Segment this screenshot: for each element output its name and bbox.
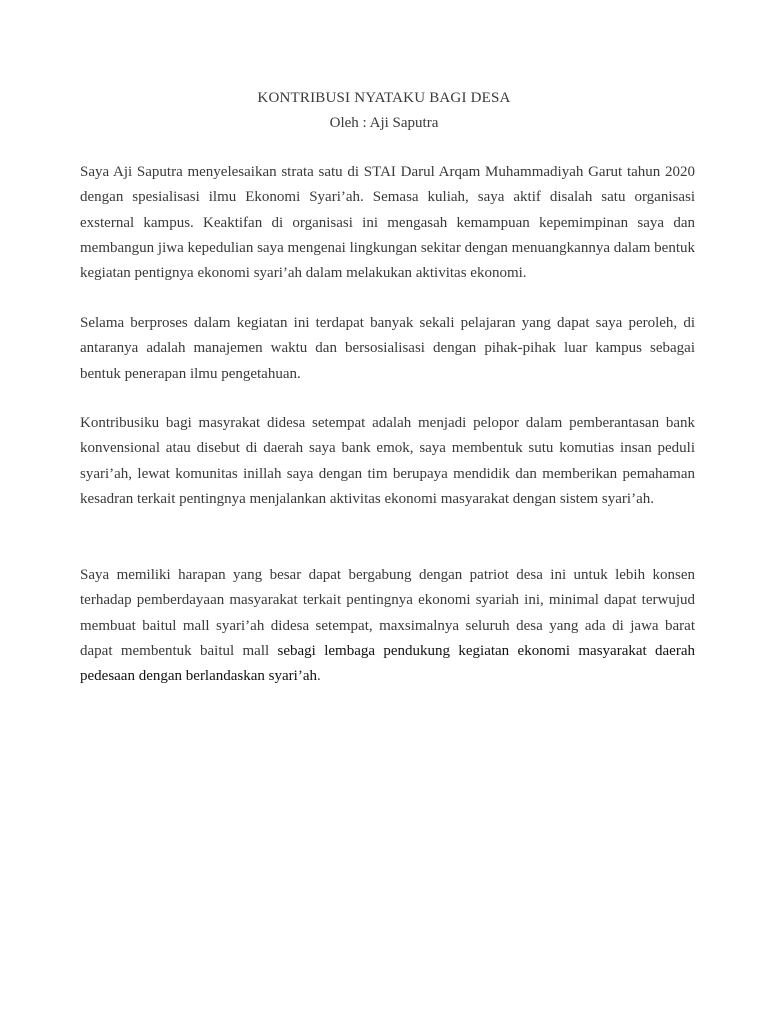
paragraph-4	[80, 563, 695, 689]
paragraph-3: Kontribusiku bagi masyrakat didesa setempat adalah menjadi pelopor dalam pemberantasan bank konvensional atau disebut di daerah saya bank emok, saya membentuk sutu komutias insan peduli syari’ah, lewat komunitas inillah saya dengan tim berupaya mendidik dan memberikan pemahaman kesadran terkait pentingnya menjalankan aktivitas ekonomi masyarakat dengan sistem syari’ah.	[80, 415, 695, 507]
paragraph-4-dark-text: sebagi lembaga pendukung kegiatan ekonomi masyarakat daerah pedesaan dengan berlandaskan syari’ah	[80, 642, 695, 685]
paragraph-2: Selama berproses dalam kegiatan ini terdapat banyak sekali pelajaran yang dapat saya peroleh, di antaranya adalah manajemen waktu dan bersosialisasi dengan pihak-pihak luar kampus sebagai bentuk penerapan ilmu pengetahuan.	[80, 315, 695, 382]
paragraph-1: Saya Aji Saputra menyelesaikan strata satu di STAI Darul Arqam Muhammadiyah Garut tahun 2020 dengan spesialisasi ilmu Ekonomi Syari’ah. Semasa kuliah, saya aktif disalah satu organisasi exsternal kampus. Keaktifan di organisasi ini mengasah kemampuan kepemimpinan saya dan membangun jiwa kepedulian saya mengenai lingkungan sekitar dengan menuangkannya dalam bentuk kegiatan pentignya ekonomi syari’ah dalam melakukan aktivitas ekonomi.	[80, 164, 695, 282]
document-title: KONTRIBUSI NYATAKU BAGI DESA	[257, 90, 511, 106]
paragraph-4-text: Saya memiliki harapan yang besar dapat bergabung dengan patriot desa ini untuk lebih konsen terhadap pemberdayaan masyarakat terkait pentingnya ekonomi syariah ini, minimal dapat terwujud membuat baitul mall syari’ah didesa setempat, maxsimalnya seluruh desa yang ada di jawa barat dapat membentuk baitul mall	[80, 567, 695, 659]
paragraph-4-end: .	[316, 668, 321, 685]
author-line: Oleh : Aji Saputra	[329, 115, 439, 131]
